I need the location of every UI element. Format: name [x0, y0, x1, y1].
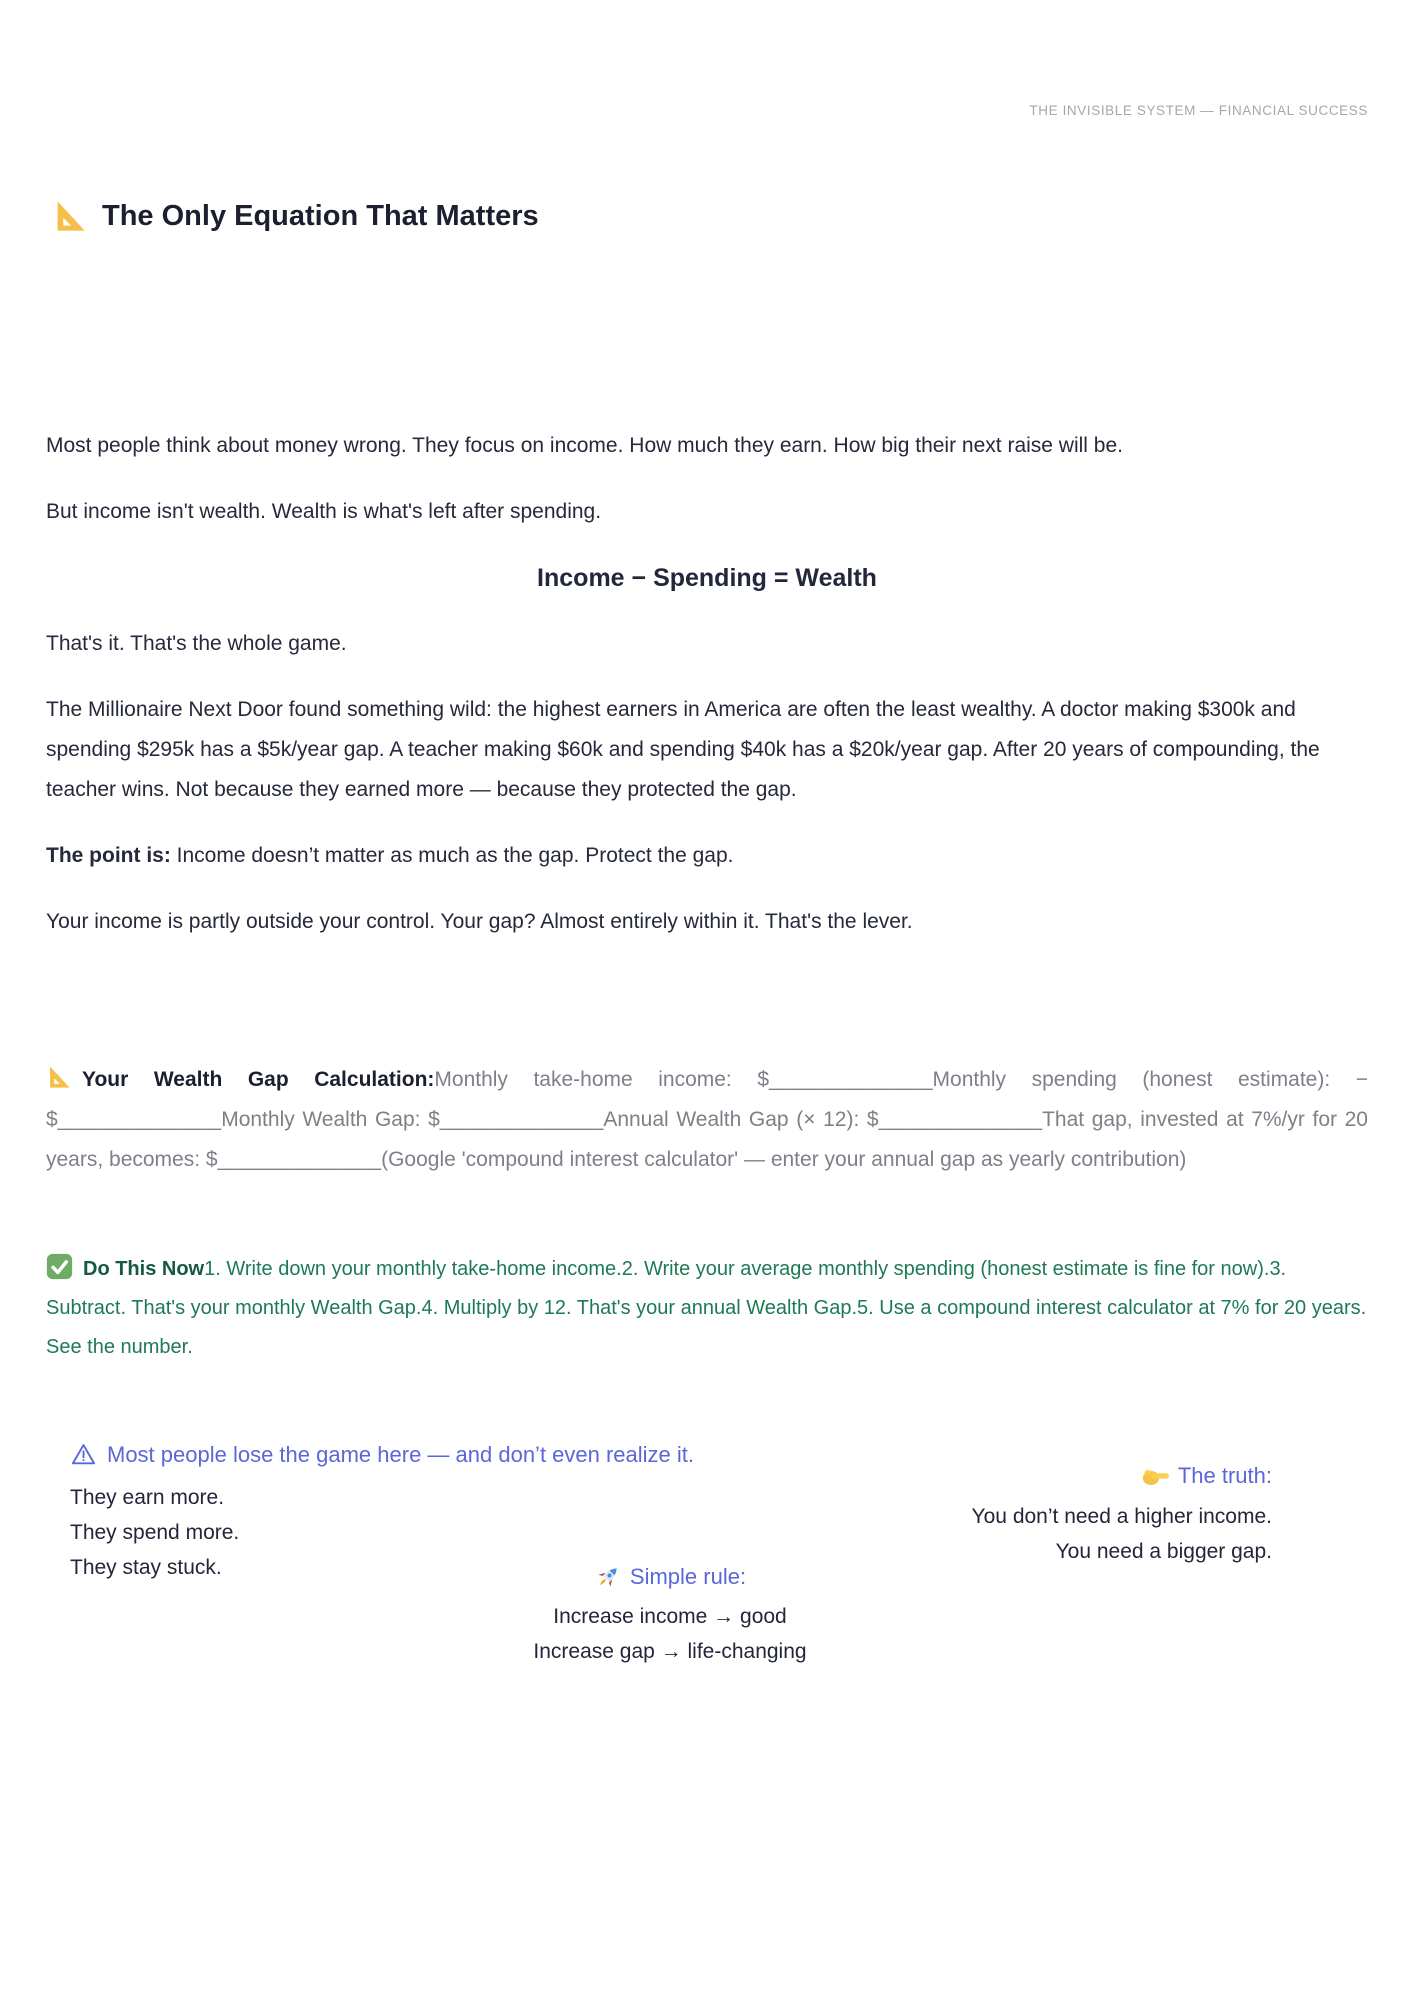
triangle-ruler-icon [46, 1064, 72, 1090]
do-this-now-label: Do This Now [83, 1258, 205, 1280]
calc-field-annual-gap: Annual Wealth Gap (× 12): [603, 1108, 867, 1131]
rule-line: Increase income → good [553, 1605, 787, 1628]
rule-block [46, 1563, 1294, 1669]
warning-line: They spend more. [70, 1521, 240, 1544]
wealth-equation: Income − Spending = Wealth [537, 564, 877, 592]
calc-blank-spending: −$______________ [46, 1068, 1368, 1131]
calc-note: (Google 'compound interest calculator' — enter your annual gap as yearly contribution) [381, 1148, 1187, 1171]
check-icon [46, 1253, 73, 1280]
calc-field-spending: Monthly spending (honest estimate): [932, 1068, 1356, 1091]
page-title-text: The Only Equation That Matters [102, 199, 539, 232]
step-5: 5. Use a compound interest calculator at 7% for 20 years. See the number. [46, 1297, 1367, 1358]
point-text: Income doesn’t matter as much as the gap. Protect the gap. [170, 844, 734, 867]
calc-label: Your Wealth Gap Calculation: [82, 1068, 435, 1091]
rule-lines [46, 1599, 1294, 1669]
calc-blank-income: $______________ [757, 1068, 933, 1091]
truth-lines [972, 1499, 1272, 1569]
warning-title [70, 1441, 694, 1468]
paragraph-income-not-wealth: But income isn't wealth. Wealth is what's left after spending. [46, 500, 602, 523]
running-header: THE INVISIBLE SYSTEM — FINANCIAL SUCCESS [1029, 103, 1368, 118]
rule-label: Simple rule: [629, 1564, 747, 1589]
rocket-icon [594, 1563, 622, 1591]
warning-line: They stay stuck. [70, 1556, 222, 1579]
wealth-gap-calculation [46, 1060, 1368, 1180]
do-this-now [46, 1250, 1368, 1367]
warning-line: They earn more. [70, 1486, 225, 1509]
warning-title-text: Most people lose the game here — and don’t even realize it. [107, 1441, 695, 1467]
paragraph-income-focus: Most people think about money wrong. They focus on income. How much they earn. How big their next raise will be. [46, 434, 1123, 457]
step-2: 2. Write your average monthly spending (honest estimate is fine for now). [621, 1258, 1270, 1280]
warning-icon [70, 1441, 97, 1468]
rule-line: Increase gap → life-changing [533, 1640, 807, 1663]
callout-section [46, 1441, 1368, 1721]
pointing-hand-icon [1142, 1466, 1170, 1486]
truth-title [972, 1463, 1272, 1489]
calc-blank-compound: $______________ [205, 1148, 382, 1171]
calc-field-income: Monthly take-home income: [434, 1068, 758, 1091]
truth-line: You don’t need a higher income. [971, 1505, 1272, 1528]
step-4: 4. Multiply by 12. That's your annual Wealth Gap. [421, 1297, 858, 1319]
step-3: 3. Subtract. That's your monthly Wealth Gap. [46, 1258, 1287, 1319]
truth-label: The truth: [1177, 1463, 1272, 1488]
paragraph-whole-game: That's it. That's the whole game. [46, 632, 347, 655]
truth-block [972, 1463, 1272, 1569]
step-1: 1. Write down your monthly take-home income. [204, 1258, 622, 1280]
triangle-ruler-icon [52, 198, 88, 234]
rule-title [46, 1563, 1294, 1591]
paragraph-the-point [46, 836, 1368, 876]
paragraph-lever: Your income is partly outside your control. Your gap? Almost entirely within it. That's the lever. [46, 910, 913, 933]
calc-field-compound: That gap, invested at 7%/yr for 20 years, becomes: [46, 1108, 1368, 1171]
point-label: The point is: [46, 844, 171, 867]
calc-blank-monthly-gap: $______________ [428, 1108, 604, 1131]
truth-line: You need a bigger gap. [1055, 1540, 1272, 1563]
calc-blank-annual-gap: $______________ [866, 1108, 1043, 1131]
calc-field-monthly-gap: Monthly Wealth Gap: [221, 1108, 429, 1131]
paragraph-millionaire-next-door: The Millionaire Next Door found something wild: the highest earners in America are often the least wealthy. A doctor making $300k and spending $295k has a $5k/year gap. A teacher making $60k and spending $40k has a $20k/year gap. After 20 years of compounding, the teacher wins. Not because they earned more — because they protected the gap. [46, 698, 1320, 801]
page-title [52, 198, 1368, 234]
